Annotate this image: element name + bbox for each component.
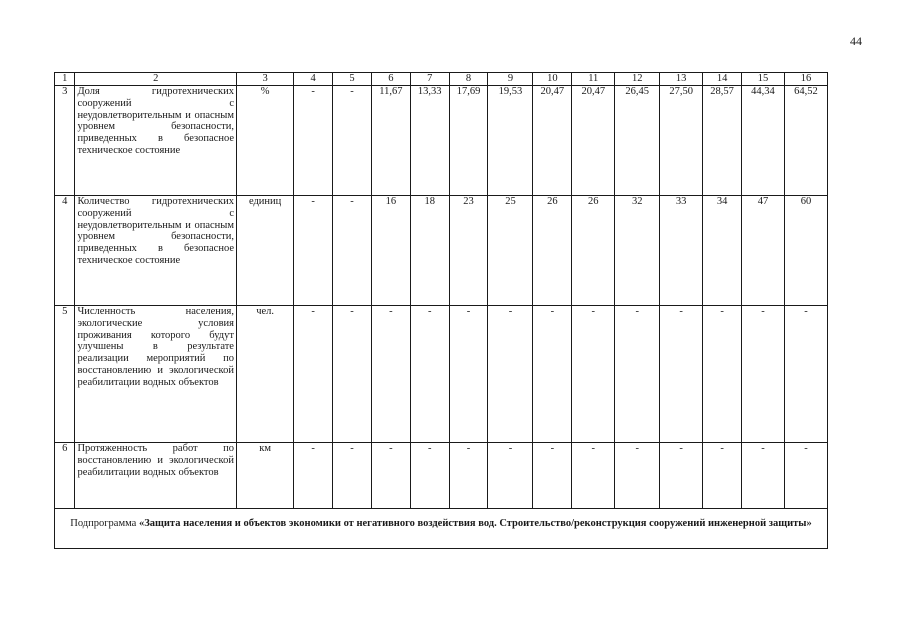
value-cell: 44,34 xyxy=(741,86,784,196)
value-cell: - xyxy=(572,306,615,443)
column-header: 1 xyxy=(55,73,75,86)
value-cell: - xyxy=(449,443,488,509)
column-header: 4 xyxy=(294,73,333,86)
value-cell: - xyxy=(333,196,372,306)
table-row xyxy=(55,196,828,306)
table-row xyxy=(55,443,828,509)
value-cell: 18 xyxy=(410,196,449,306)
value-cell: - xyxy=(371,306,410,443)
column-header: 6 xyxy=(371,73,410,86)
header-row xyxy=(55,73,828,86)
column-header: 11 xyxy=(572,73,615,86)
value-cell: 26 xyxy=(572,196,615,306)
value-cell: 23 xyxy=(449,196,488,306)
value-cell: 17,69 xyxy=(449,86,488,196)
value-cell: 60 xyxy=(784,196,827,306)
value-cell: - xyxy=(488,443,533,509)
value-cell: 19,53 xyxy=(488,86,533,196)
indicator-name: Количество гидротехнических сооружений с неудовлетворительным и опасным уровнем безопасности, приведенных в безопасное техническое состояние xyxy=(75,196,237,306)
value-cell: 26,45 xyxy=(615,86,660,196)
value-cell: 47 xyxy=(741,196,784,306)
column-header: 5 xyxy=(333,73,372,86)
value-cell: - xyxy=(333,306,372,443)
row-number: 3 xyxy=(55,86,75,196)
value-cell: - xyxy=(660,443,703,509)
unit-cell: км xyxy=(236,443,293,509)
value-cell: 26 xyxy=(533,196,572,306)
value-cell: 13,33 xyxy=(410,86,449,196)
column-header: 2 xyxy=(75,73,237,86)
value-cell: 11,67 xyxy=(371,86,410,196)
value-cell: 64,52 xyxy=(784,86,827,196)
value-cell: - xyxy=(572,443,615,509)
value-cell: - xyxy=(784,443,827,509)
value-cell: - xyxy=(703,443,742,509)
column-header: 16 xyxy=(784,73,827,86)
subprogram-title: «Защита населения и объектов экономики от негативного воздействия вод. Строительство/реконструкция сооружений инженерной защиты» xyxy=(138,518,812,529)
value-cell: 27,50 xyxy=(660,86,703,196)
value-cell: 33 xyxy=(660,196,703,306)
value-cell: 16 xyxy=(371,196,410,306)
page-number: 44 xyxy=(850,34,862,48)
subprogram-heading xyxy=(55,509,828,549)
column-header: 12 xyxy=(615,73,660,86)
column-header: 15 xyxy=(741,73,784,86)
value-cell: - xyxy=(660,306,703,443)
subprogram-row xyxy=(55,509,828,549)
value-cell: 25 xyxy=(488,196,533,306)
unit-cell: единиц xyxy=(236,196,293,306)
value-cell: - xyxy=(784,306,827,443)
value-cell: - xyxy=(333,86,372,196)
column-header: 14 xyxy=(703,73,742,86)
column-header: 9 xyxy=(488,73,533,86)
row-number: 4 xyxy=(55,196,75,306)
table-row xyxy=(55,86,828,196)
value-cell: - xyxy=(410,306,449,443)
value-cell: - xyxy=(741,306,784,443)
table-row xyxy=(55,306,828,443)
value-cell: - xyxy=(294,306,333,443)
column-header: 10 xyxy=(533,73,572,86)
value-cell: - xyxy=(488,306,533,443)
value-cell: - xyxy=(533,443,572,509)
subprogram-prefix: Подпрограмма xyxy=(70,518,139,529)
row-number: 6 xyxy=(55,443,75,509)
value-cell: - xyxy=(294,196,333,306)
value-cell: - xyxy=(741,443,784,509)
value-cell: - xyxy=(533,306,572,443)
value-cell: - xyxy=(371,443,410,509)
value-cell: 32 xyxy=(615,196,660,306)
column-header: 8 xyxy=(449,73,488,86)
column-header: 7 xyxy=(410,73,449,86)
unit-cell: % xyxy=(236,86,293,196)
indicator-name: Доля гидротехнических сооружений с неудовлетворительным и опасным уровнем безопасности, приведенных в безопасное техническое состояние xyxy=(75,86,237,196)
value-cell: - xyxy=(615,306,660,443)
row-number: 5 xyxy=(55,306,75,443)
value-cell: - xyxy=(333,443,372,509)
value-cell: - xyxy=(294,443,333,509)
value-cell: - xyxy=(615,443,660,509)
value-cell: 20,47 xyxy=(533,86,572,196)
column-header: 13 xyxy=(660,73,703,86)
value-cell: - xyxy=(703,306,742,443)
indicators-table xyxy=(54,72,828,549)
value-cell: 28,57 xyxy=(703,86,742,196)
value-cell: 34 xyxy=(703,196,742,306)
value-cell: - xyxy=(410,443,449,509)
value-cell: - xyxy=(449,306,488,443)
unit-cell: чел. xyxy=(236,306,293,443)
value-cell: 20,47 xyxy=(572,86,615,196)
indicator-name: Численность населения, экологические условия проживания которого будут улучшены в результате реализации мероприятий по восстановлению и экологической реабилитации водных объектов xyxy=(75,306,237,443)
indicator-name: Протяженность работ по восстановлению и экологической реабилитации водных объектов xyxy=(75,443,237,509)
column-header: 3 xyxy=(236,73,293,86)
value-cell: - xyxy=(294,86,333,196)
